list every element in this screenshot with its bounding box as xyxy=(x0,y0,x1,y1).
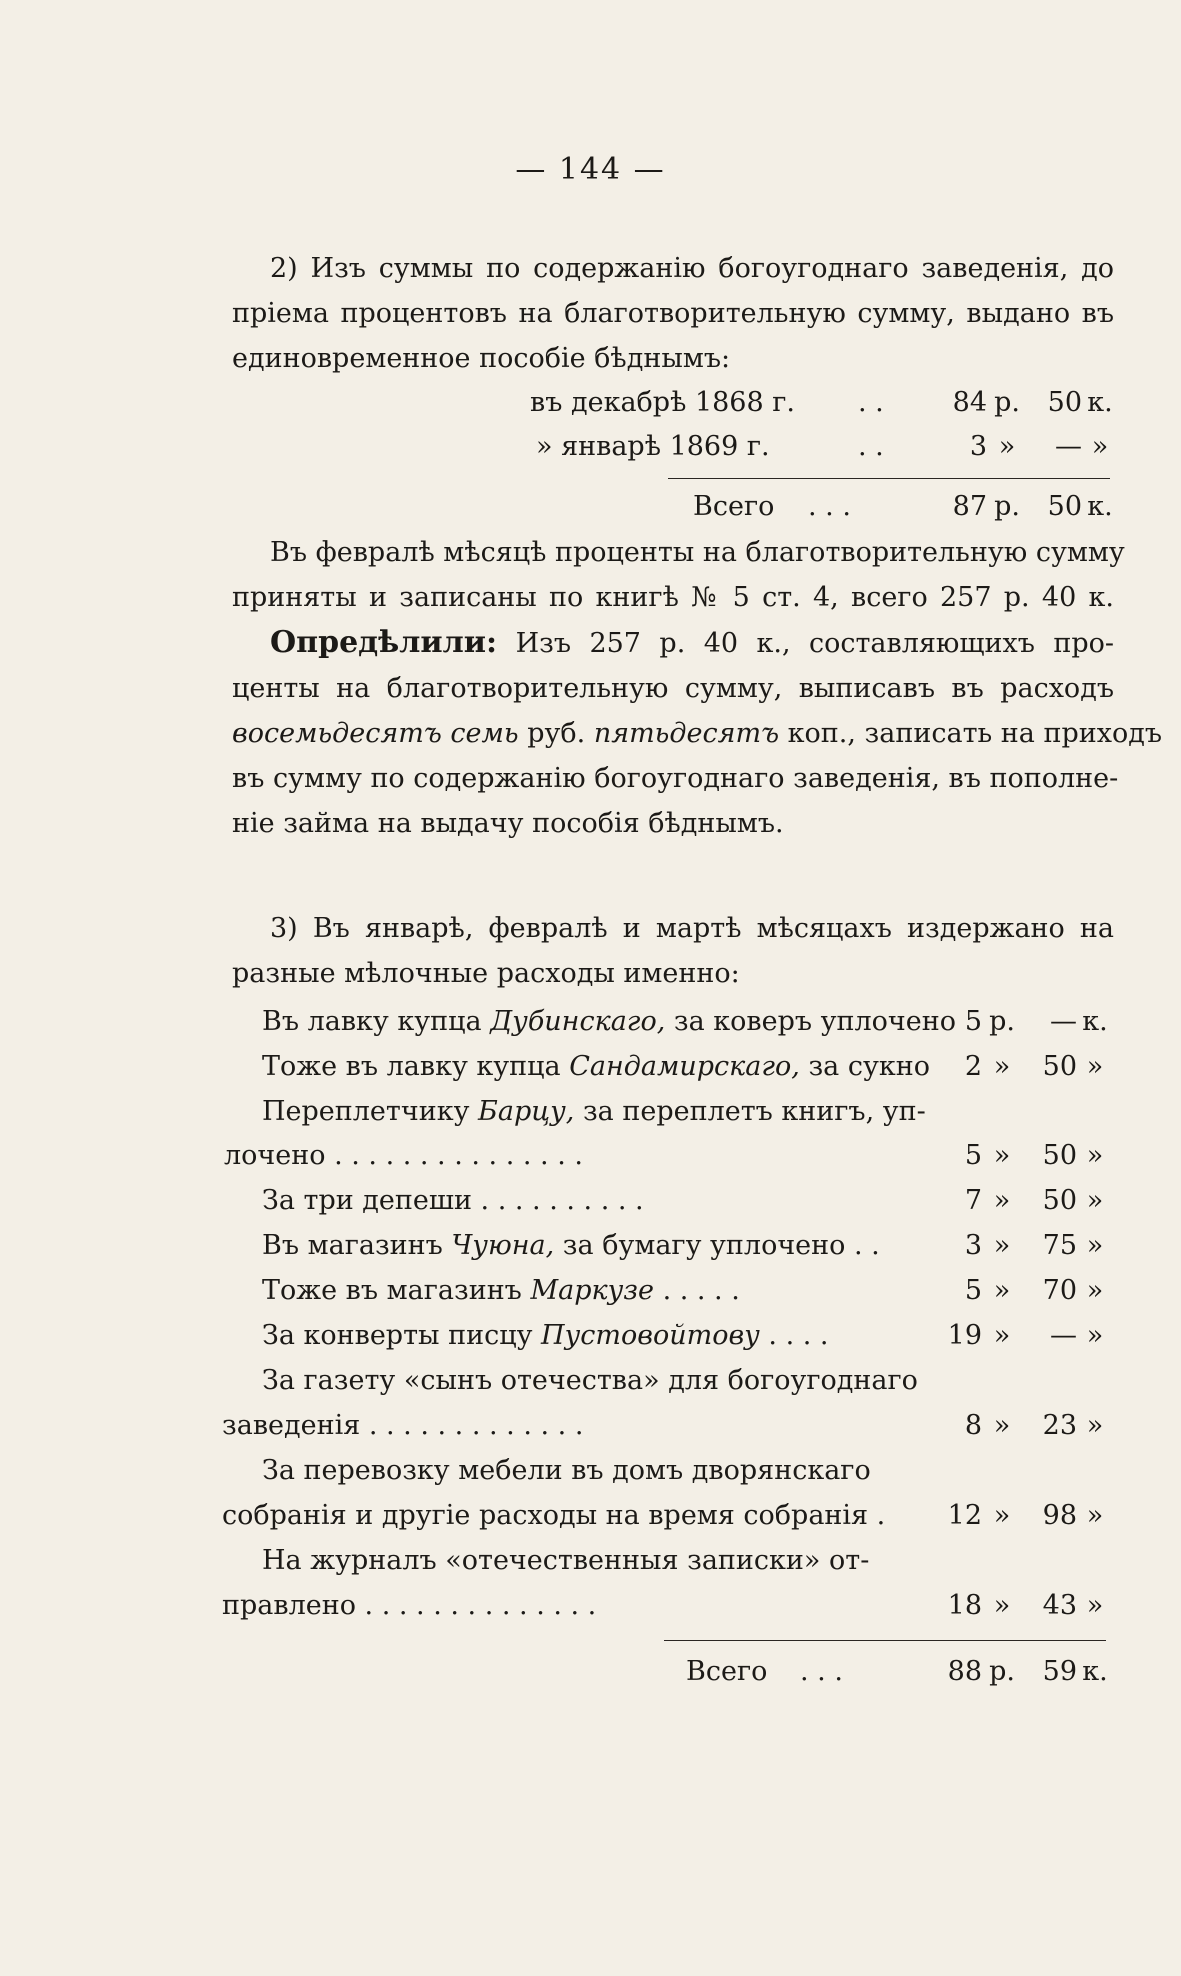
merchant-name: Дубинскаго, xyxy=(490,1006,666,1037)
total-kop: 50 xyxy=(1047,491,1082,522)
amount-words-rub: восемьдесятъ семь xyxy=(232,718,519,749)
text-span: Тоже въ лавку купца xyxy=(262,1051,570,1082)
text-span: Переплетчику xyxy=(262,1096,479,1127)
amount-rub: 7 xyxy=(964,1185,982,1216)
amount-kop: — xyxy=(1050,1006,1077,1037)
expense-item-continuation: лочено . . . . . . . . . . . . . . . xyxy=(224,1140,583,1171)
amount-words-kop: пятьдесятъ xyxy=(593,718,780,749)
amount-k: » xyxy=(1086,1230,1104,1261)
text-line: пріема процентовъ на благотворительную сумму, выдано въ xyxy=(232,298,1114,329)
amount-rub: 84 xyxy=(952,387,987,418)
amount-r: р. xyxy=(989,1006,1015,1037)
text-span: За три депеши . . . . . . . . . . xyxy=(262,1185,644,1216)
resolution-heading: Опредѣлили: xyxy=(270,625,498,660)
amount-rub: 3 xyxy=(969,431,987,462)
amount-rub: 18 xyxy=(947,1590,982,1621)
text-span: Тоже въ магазинъ xyxy=(262,1275,531,1306)
amount-kop: — xyxy=(1050,1320,1077,1351)
item-dots: . . xyxy=(858,431,884,462)
amount-kop: 50 xyxy=(1042,1051,1077,1082)
amount-r: » xyxy=(993,1051,1011,1082)
amount-k: » xyxy=(1086,1320,1104,1351)
amount-k: к. xyxy=(1087,387,1113,418)
amount-k: » xyxy=(1086,1410,1104,1441)
total-rub: 88 xyxy=(947,1656,982,1687)
total-kop: 59 xyxy=(1042,1656,1077,1687)
expense-item xyxy=(262,1092,926,1132)
text-span: Въ лавку купца xyxy=(262,1006,491,1037)
total-label: Всего xyxy=(686,1656,768,1687)
sum-rule xyxy=(668,478,1110,479)
expense-item xyxy=(262,1541,869,1581)
item-dots: . . xyxy=(858,387,884,418)
merchant-name: Барцу, xyxy=(478,1096,575,1127)
item-label: » январѣ 1869 г. xyxy=(536,431,770,462)
amount-k: » xyxy=(1086,1590,1104,1621)
amount-kop: 50 xyxy=(1047,387,1082,418)
amount-rub: 5 xyxy=(964,1140,982,1171)
total-dots: . . . xyxy=(808,491,851,522)
text-span: На журналъ «отечественныя записки» от- xyxy=(262,1545,870,1576)
amount-r: » xyxy=(993,1500,1011,1531)
amount-r: » xyxy=(993,1590,1011,1621)
amount-r: » xyxy=(998,431,1016,462)
text-span: за сукно xyxy=(799,1051,930,1082)
amount-r: » xyxy=(993,1275,1011,1306)
text-span: За перевозку мебели въ домъ дворянскаго xyxy=(262,1455,871,1486)
merchant-name: Сандамирскаго, xyxy=(569,1051,800,1082)
section-3-paragraph xyxy=(232,906,1114,996)
amount-k: » xyxy=(1086,1140,1104,1171)
text-span: Въ магазинъ xyxy=(262,1230,452,1261)
text-span: коп., записать на приходъ xyxy=(779,718,1163,749)
expense-item xyxy=(262,1316,829,1356)
expense-item xyxy=(262,1361,918,1401)
amount-r: » xyxy=(993,1140,1011,1171)
text-line: единовременное пособіе бѣднымъ: xyxy=(232,343,731,374)
sum-rule xyxy=(664,1640,1106,1641)
expense-item xyxy=(262,1451,871,1491)
total-r: р. xyxy=(989,1656,1015,1687)
amount-k: » xyxy=(1086,1051,1104,1082)
text-line: 2) Изъ суммы по содержанію богоугоднаго заведенія, до xyxy=(270,253,1114,284)
expense-item xyxy=(262,1271,740,1311)
amount-kop: 50 xyxy=(1042,1185,1077,1216)
merchant-name: Чуюна, xyxy=(451,1230,555,1261)
merchant-name: Пустовойтову xyxy=(541,1320,760,1351)
section-2-paragraph xyxy=(232,246,1114,381)
expense-item-continuation: заведенія . . . . . . . . . . . . . xyxy=(222,1410,584,1441)
amount-kop: 43 xyxy=(1042,1590,1077,1621)
amount-r: » xyxy=(993,1185,1011,1216)
amount-rub: 19 xyxy=(947,1320,982,1351)
text-line: центы на благотворительную сумму, выписавъ въ расходъ xyxy=(232,673,1114,704)
amount-kop: 70 xyxy=(1042,1275,1077,1306)
amount-k: » xyxy=(1086,1500,1104,1531)
expense-item xyxy=(262,1181,644,1221)
expense-item-continuation: собранія и другіе расходы на время собранія . xyxy=(222,1500,886,1531)
amount-r: » xyxy=(993,1230,1011,1261)
amount-kop: 50 xyxy=(1042,1140,1077,1171)
amount-k: » xyxy=(1086,1275,1104,1306)
amount-rub: 2 xyxy=(964,1051,982,1082)
text-span: за переплетъ книгъ, уп- xyxy=(574,1096,926,1127)
expense-item xyxy=(262,1047,930,1087)
text-line: ніе займа на выдачу пособія бѣднымъ. xyxy=(232,808,784,839)
total-rub: 87 xyxy=(952,491,987,522)
text-span: . . . . xyxy=(759,1320,829,1351)
amount-k: » xyxy=(1086,1185,1104,1216)
amount-kop: 75 xyxy=(1042,1230,1077,1261)
text-line: приняты и записаны по книгѣ № 5 ст. 4, всего 257 р. 40 к. xyxy=(232,582,1114,613)
text-line: въ сумму по содержанію богоугоднаго заведенія, въ пополне- xyxy=(232,763,1119,794)
text-span: за коверъ уплочено xyxy=(665,1006,957,1037)
text-line: 3) Въ январѣ, февралѣ и мартѣ мѣсяцахъ издержано на xyxy=(270,913,1114,944)
resolution-line-3 xyxy=(232,711,1163,756)
amount-rub: 8 xyxy=(964,1410,982,1441)
text-span: За конверты писцу xyxy=(262,1320,542,1351)
page-number: — 144 — xyxy=(515,152,666,187)
text-span: руб. xyxy=(518,718,594,749)
amount-rub: 3 xyxy=(964,1230,982,1261)
resolution-paragraph xyxy=(232,620,1163,846)
expense-item-continuation: правлено . . . . . . . . . . . . . . xyxy=(222,1590,597,1621)
amount-rub: 12 xyxy=(947,1500,982,1531)
text-span: За газету «сынъ отечества» для богоугоднаго xyxy=(262,1365,918,1396)
amount-kop: 23 xyxy=(1042,1410,1077,1441)
amount-k: к. xyxy=(1082,1006,1108,1037)
expense-item xyxy=(262,1226,880,1266)
february-paragraph xyxy=(232,530,1125,620)
text-line: Въ февралѣ мѣсяцѣ проценты на благотворительную сумму xyxy=(270,537,1125,568)
merchant-name: Маркузе xyxy=(530,1275,654,1306)
text-span: . . . . . xyxy=(653,1275,740,1306)
item-label: въ декабрѣ 1868 г. xyxy=(530,387,795,418)
total-k: к. xyxy=(1082,1656,1108,1687)
text-line: разные мѣлочные расходы именно: xyxy=(232,958,740,989)
amount-rub: 5 xyxy=(964,1006,982,1037)
amount-r: » xyxy=(993,1320,1011,1351)
amount-r: р. xyxy=(994,387,1020,418)
amount-rub: 5 xyxy=(964,1275,982,1306)
text-span: за бумагу уплочено . . xyxy=(554,1230,880,1261)
expense-item xyxy=(262,1002,956,1042)
amount-k: » xyxy=(1091,431,1109,462)
total-k: к. xyxy=(1087,491,1113,522)
amount-kop: 98 xyxy=(1042,1500,1077,1531)
total-label: Всего xyxy=(693,491,775,522)
resolution-line-1 xyxy=(232,620,1114,666)
text-span: Изъ 257 р. 40 к., составляющихъ про- xyxy=(515,628,1114,659)
amount-r: » xyxy=(993,1410,1011,1441)
total-r: р. xyxy=(994,491,1020,522)
amount-kop: — xyxy=(1055,431,1082,462)
total-dots: . . . xyxy=(800,1656,843,1687)
